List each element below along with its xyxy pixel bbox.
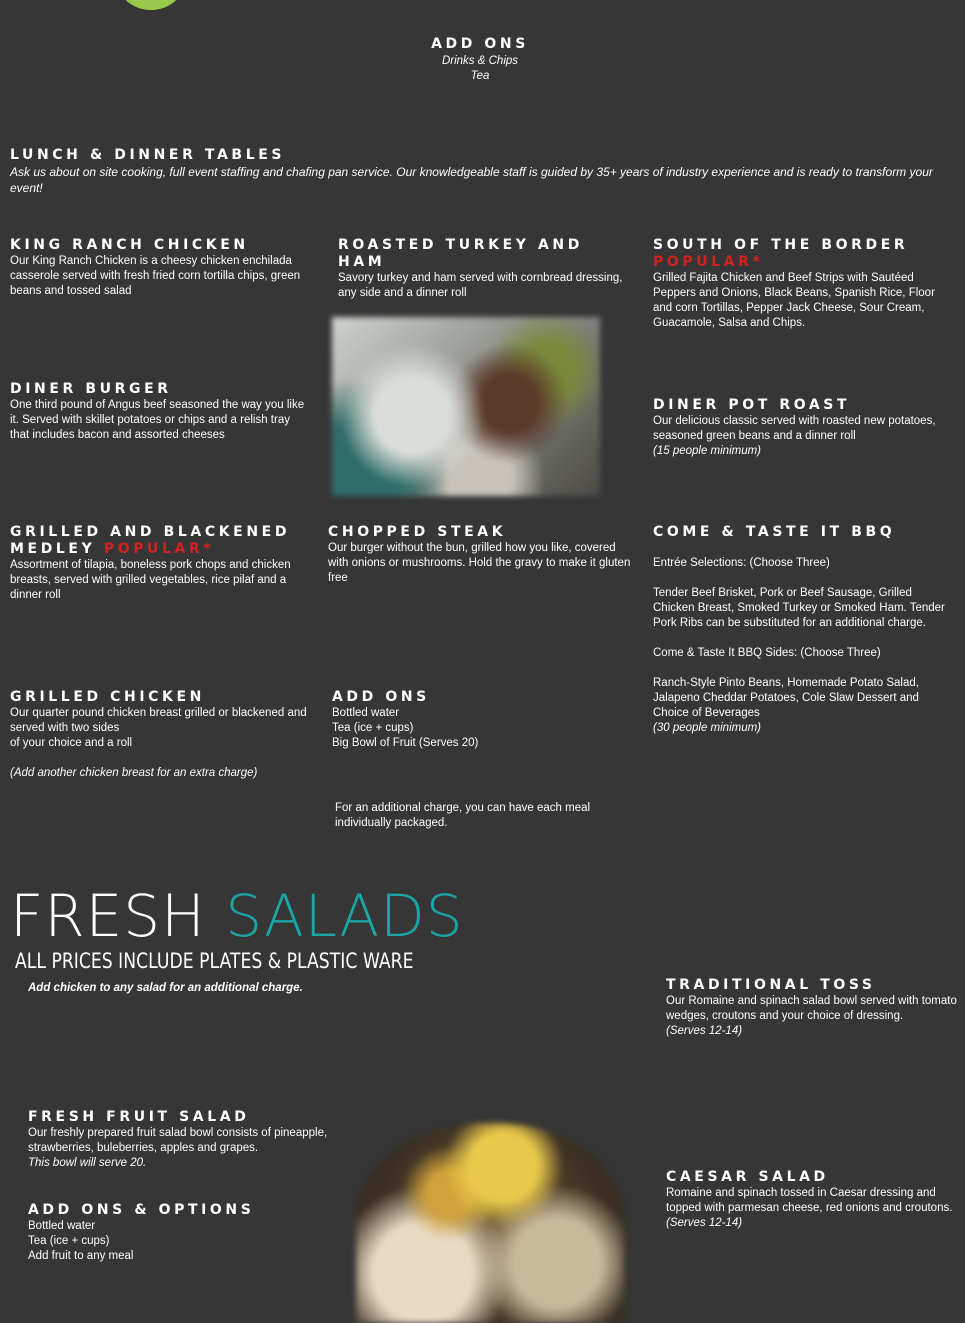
popular-badge: POPULAR*: [103, 541, 215, 557]
salads-title: [10, 882, 464, 950]
item-title: ROASTED TURKEY AND HAM: [338, 237, 583, 270]
menu-item-diner-pot-roast: [653, 397, 953, 459]
menu-item-roasted-turkey: [338, 237, 638, 301]
item-note: (Serves 12-14): [666, 1025, 743, 1037]
item-title: DINER POT ROAST: [653, 397, 851, 413]
addons-title: ADD ONS & OPTIONS: [28, 1202, 255, 1218]
item-title: GRILLED CHICKEN: [10, 689, 205, 705]
item-description: Our quarter pound chicken breast grilled or blackened and served with two sides: [10, 707, 307, 734]
menu-item-bbq: [653, 524, 949, 736]
food-photo: [332, 317, 600, 496]
top-addons-item: Tea: [470, 70, 490, 82]
item-description: Savory turkey and ham served with cornbread dressing, any side and a dinner roll: [338, 272, 623, 299]
item-description: Romaine and spinach tossed in Caesar dressing and topped with parmesan cheese, red onions and croutons.: [666, 1187, 953, 1214]
lunch-dinner-title: LUNCH & DINNER TABLES: [10, 147, 286, 163]
bbq-sides-description: Ranch-Style Pinto Beans, Homemade Potato Salad, Jalapeno Cheddar Potatoes, Cole Slaw Dessert and Choice of Beverages: [653, 677, 919, 719]
bbq-entree-description: Tender Beef Brisket, Pork or Beef Sausage, Grilled Chicken Breast, Smoked Turkey or Smoked Ham. Tender Pork Ribs can be substituted for an additional charge.: [653, 587, 945, 629]
item-description: Our Romaine and spinach salad bowl served with tomato wedges, croutons and your choice of dressing.: [666, 995, 957, 1022]
item-note: (Serves 12-14): [666, 1217, 743, 1229]
mid-addons-section: [332, 689, 632, 751]
item-description: Our delicious classic served with roasted new potatoes, seasoned green beans and a dinner roll: [653, 415, 936, 442]
top-addons-title: ADD ONS: [431, 36, 529, 52]
salads-chicken-note: Add chicken to any salad for an additional charge.: [28, 982, 303, 994]
menu-item-south-of-the-border: [653, 237, 949, 331]
item-description: Our burger without the bun, grilled how you like, covered with onions or mushrooms. Hold the gravy to make it gluten free: [328, 542, 631, 584]
addons-item: Tea (ice + cups): [28, 1235, 110, 1247]
addons-item: Bottled water: [332, 707, 400, 719]
addons-title: ADD ONS: [332, 689, 430, 705]
salad-fresh-fruit: [28, 1109, 328, 1171]
salad-traditional-toss: [666, 977, 965, 1039]
menu-item-diner-burger: [10, 381, 310, 443]
menu-item-king-ranch: [10, 237, 316, 299]
salad-addons-options: [28, 1202, 328, 1264]
item-title: DINER BURGER: [10, 381, 172, 397]
salads-title-salads: SALADS: [225, 882, 464, 950]
item-note: (15 people minimum): [653, 445, 762, 457]
item-title: COME & TASTE IT BBQ: [653, 524, 896, 540]
top-addons-item: Drinks & Chips: [441, 55, 519, 67]
logo: [118, 0, 184, 10]
item-description: Our King Ranch Chicken is a cheesy chicken enchilada casserole served with fresh fried corn tortilla chips, green beans and tossed salad: [10, 255, 301, 297]
item-title: SOUTH OF THE BORDER: [653, 237, 909, 253]
item-description: One third pound of Angus beef seasoned the way you like it. Served with skillet potatoes or chips and a relish tray that includes bacon and assorted cheeses: [10, 399, 305, 441]
item-note: (30 people minimum): [653, 722, 762, 734]
addons-item: Tea (ice + cups): [332, 722, 414, 734]
item-title: CAESAR SALAD: [666, 1169, 829, 1185]
bbq-sides-label: Come & Taste It BBQ Sides: (Choose Three): [653, 647, 881, 659]
salad-photo: [356, 1123, 624, 1323]
item-title-line2: MEDLEY: [10, 541, 96, 557]
item-title: FRESH FRUIT SALAD: [28, 1109, 250, 1125]
menu-item-grilled-blackened-medley: [10, 524, 310, 603]
item-title: GRILLED AND BLACKENED: [10, 524, 291, 540]
salads-title-fresh: FRESH: [10, 882, 206, 950]
item-description: Assortment of tilapia, boneless pork chops and chicken breasts, served with grilled vegetables, rice pilaf and a dinner roll: [10, 559, 291, 601]
bbq-entree-label: Entrée Selections: (Choose Three): [653, 557, 830, 569]
item-title: TRADITIONAL TOSS: [666, 977, 876, 993]
menu-item-grilled-chicken: [10, 689, 310, 781]
addons-item: Bottled water: [28, 1220, 96, 1232]
item-description: Grilled Fajita Chicken and Beef Strips with Sautéed Peppers and Onions, Black Beans, Spanish Rice, Floor and corn Tortillas, Pepper Jack Cheese, Sour Cream, Guacamole, Salsa and Chips.: [653, 272, 935, 329]
item-title: KING RANCH CHICKEN: [10, 237, 249, 253]
item-note: (Add another chicken breast for an extra charge): [10, 767, 258, 779]
item-description: Our freshly prepared fruit salad bowl consists of pineapple, strawberries, buleberries, apples and grapes.: [28, 1127, 328, 1154]
salads-subtitle: ALL PRICES INCLUDE PLATES & PLASTIC WARE: [15, 949, 414, 973]
item-title: CHOPPED STEAK: [328, 524, 507, 540]
item-note: This bowl will serve 20.: [28, 1157, 147, 1169]
menu-item-chopped-steak: [328, 524, 638, 586]
item-description-cont: of your choice and a roll: [10, 737, 133, 749]
packaging-note: For an additional charge, you can have each meal individually packaged.: [335, 802, 591, 829]
addons-item: Big Bowl of Fruit (Serves 20): [332, 737, 479, 749]
popular-badge: POPULAR*: [653, 254, 764, 270]
addons-item: Add fruit to any meal: [28, 1250, 134, 1262]
salad-caesar: [666, 1169, 965, 1231]
lunch-dinner-intro: Ask us about on site cooking, full event staffing and chafing pan service. Our knowledgeable staff is guided by 35+ years of industry experience and is ready to transform your event!: [10, 165, 933, 195]
top-addons-section: [380, 36, 580, 84]
